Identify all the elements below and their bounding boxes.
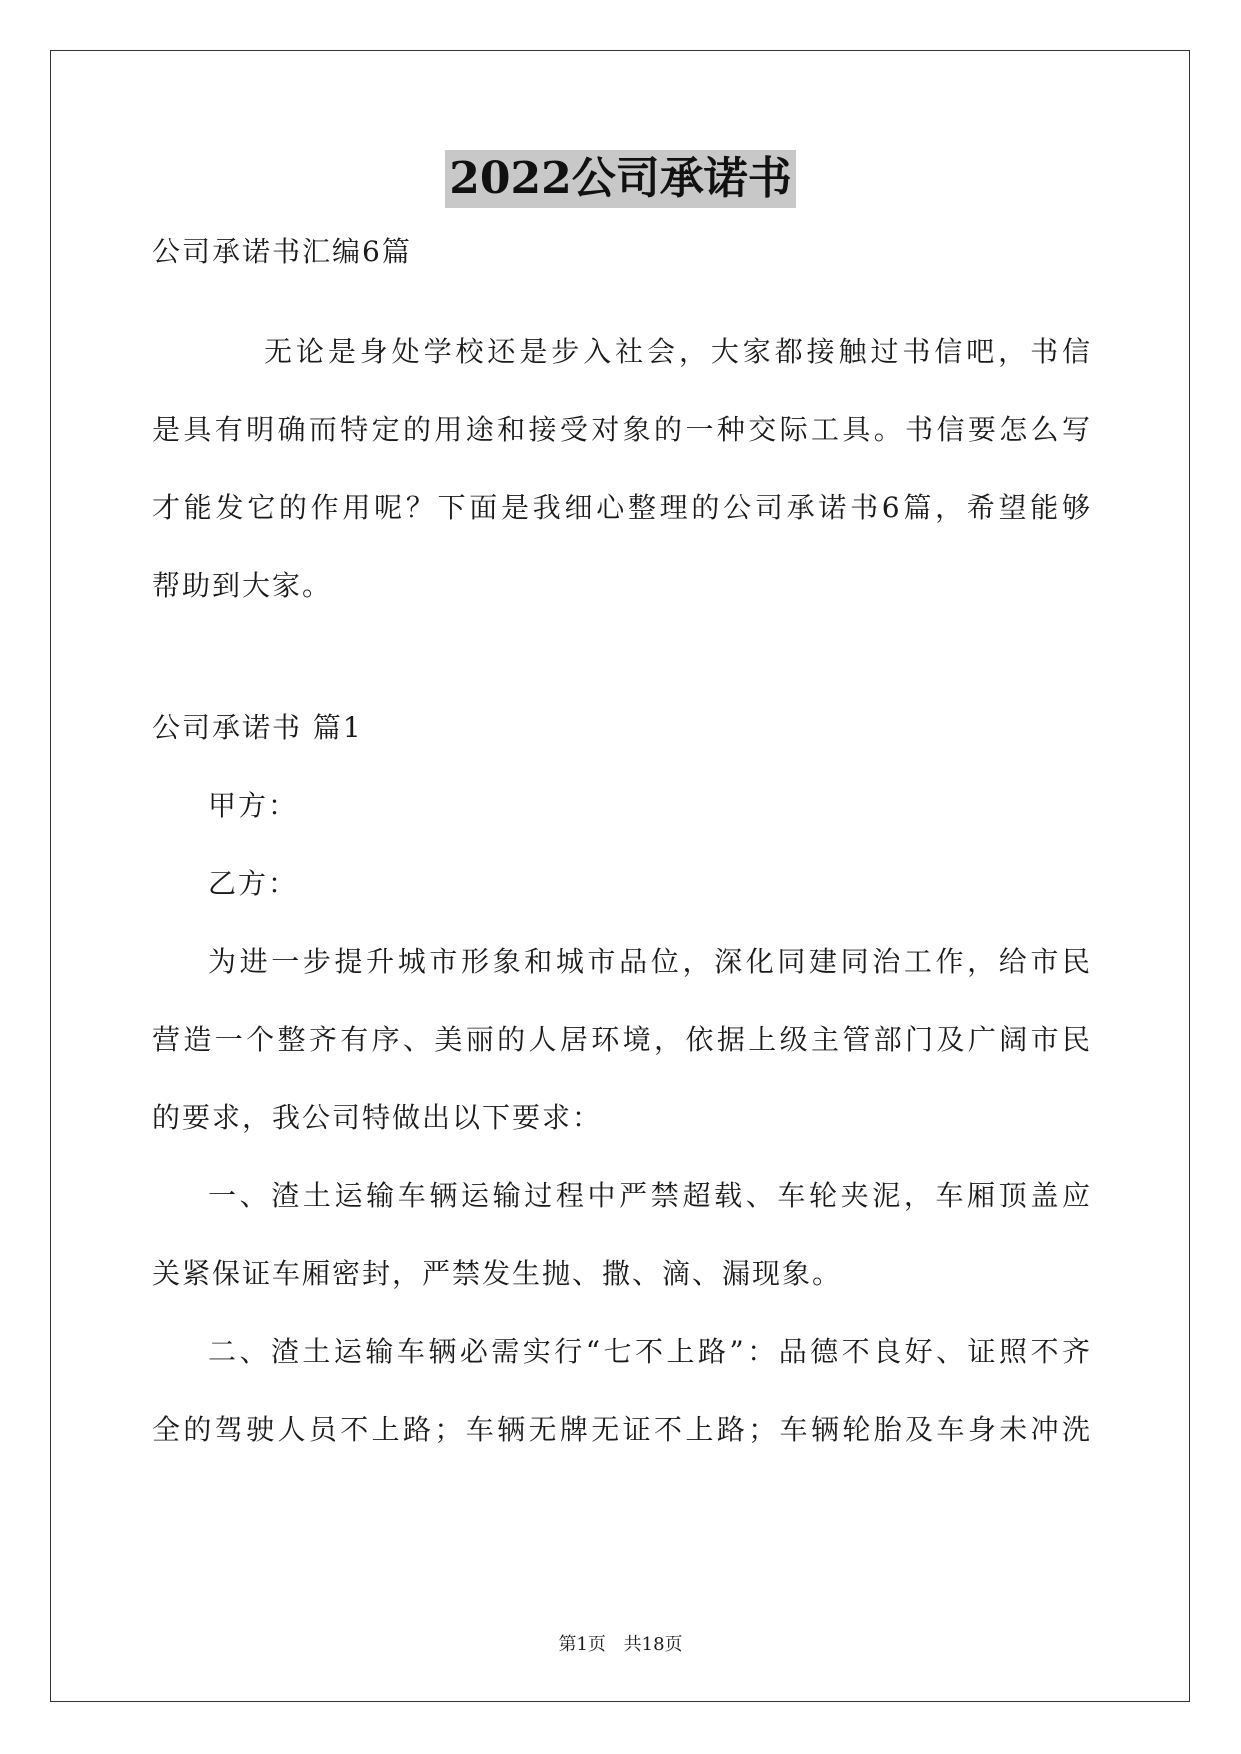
text-line: 才能发它的作用呢？下面是我细心整理的公司承诺书6篇，希望能够 bbox=[152, 491, 1092, 524]
text-line: 全的驾驶人员不上路；车辆无牌无证不上路；车辆轮胎及车身未冲洗 bbox=[152, 1413, 1092, 1446]
text-line: 无论是身处学校还是步入社会，大家都接触过书信吧，书信 bbox=[264, 335, 1092, 368]
page-footer bbox=[0, 1630, 1241, 1656]
page-number: 第1页 bbox=[558, 1634, 606, 1655]
text-line: 二、渣土运输车辆必需实行“七不上路”：品德不良好、证照不齐 bbox=[208, 1335, 1092, 1368]
text-line: 关紧保证车厢密封，严禁发生抛、撒、滴、漏现象。 bbox=[152, 1257, 843, 1290]
page-total: 共18页 bbox=[623, 1634, 683, 1655]
section-heading: 公司承诺书 篇1 bbox=[152, 711, 363, 744]
text-line: 帮助到大家。 bbox=[152, 569, 333, 602]
title-container bbox=[0, 150, 1241, 208]
document-subtitle: 公司承诺书汇编6篇 bbox=[152, 235, 412, 268]
text-line: 是具有明确而特定的用途和接受对象的一种交际工具。书信要怎么写 bbox=[152, 413, 1092, 446]
text-line: 甲方： bbox=[208, 789, 299, 822]
document-title: 2022公司承诺书 bbox=[445, 150, 795, 208]
text-line: 一、渣土运输车辆运输过程中严禁超载、车轮夹泥，车厢顶盖应 bbox=[208, 1179, 1092, 1212]
text-line: 乙方： bbox=[208, 867, 299, 900]
text-line: 的要求，我公司特做出以下要求： bbox=[152, 1101, 603, 1134]
text-line: 为进一步提升城市形象和城市品位，深化同建同治工作，给市民 bbox=[208, 945, 1092, 978]
text-line: 营造一个整齐有序、美丽的人居环境，依据上级主管部门及广阔市民 bbox=[152, 1023, 1092, 1056]
